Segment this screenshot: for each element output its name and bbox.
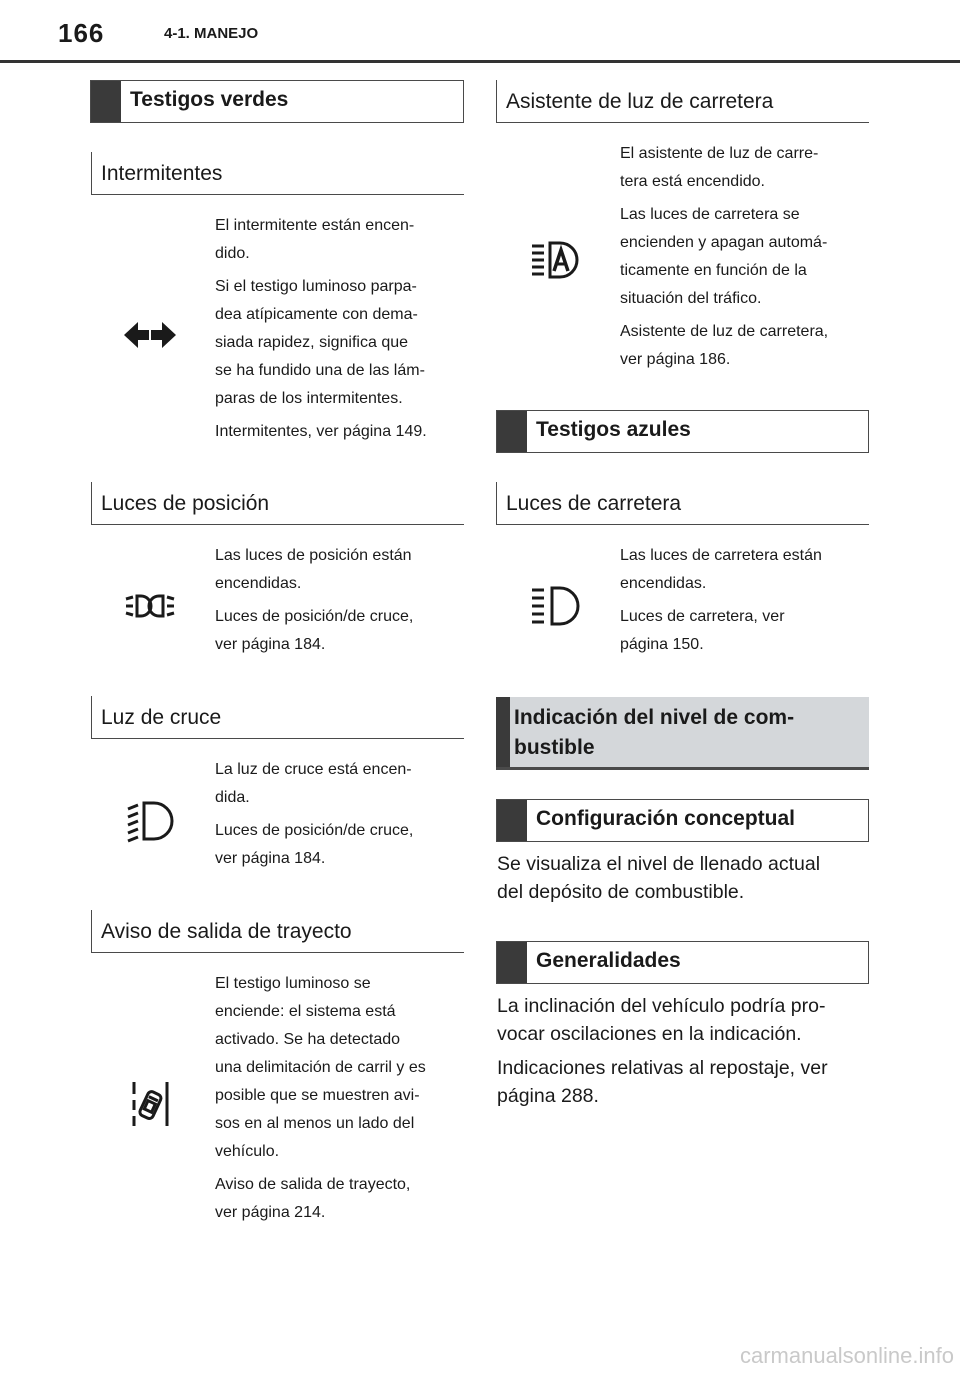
high-beam-icon — [530, 584, 582, 628]
heading-bar — [497, 411, 527, 452]
heading-text: Testigos verdes — [130, 88, 289, 111]
high-beam-assist-description: El asistente de luz de carre- tera está encendido. Las luces de carretera se encienden y apagan automá- ticamente en función de la situación del tráfico. Asistente de luz de carretera, ver página 186. — [620, 145, 829, 368]
heading-fuel-level — [496, 697, 869, 770]
section-turn-signals-heading — [91, 152, 464, 195]
heading-bar — [496, 697, 510, 767]
heading-green-indicators — [90, 80, 464, 123]
section-lane-departure-heading — [91, 910, 464, 953]
section-title: Luz de cruce — [101, 706, 222, 729]
header-divider — [0, 60, 960, 63]
watermark: carmanualsonline.info — [739, 1343, 954, 1368]
section-title: Luces de posición — [101, 492, 270, 515]
low-beam-icon — [126, 799, 176, 843]
chapter-title: 4-1. MANEJO — [164, 25, 259, 42]
lane-departure-description: El testigo luminoso se enciende: el sistema está activado. Se ha detectado una delimitación de carril y es posible que se muestren avi- sos en al menos un lado del vehículo. Aviso de salida de trayecto, ver página 214. — [215, 975, 426, 1221]
heading-bar — [497, 800, 527, 841]
section-title: Asistente de luz de carretera — [506, 90, 774, 113]
section-high-beam-heading — [496, 482, 869, 525]
section-low-beam-heading — [91, 696, 464, 739]
turn-signal-arrows-icon — [124, 318, 176, 352]
heading-bar — [91, 81, 121, 122]
heading-text: Configuración conceptual — [536, 807, 796, 830]
heading-bar — [497, 942, 527, 983]
low-beam-description: La luz de cruce está encen- dida. Luces de posición/de cruce, ver página 184. — [215, 761, 414, 867]
heading-text: Indicación del nivel de com- bustible — [514, 706, 795, 759]
heading-general — [496, 941, 869, 984]
page-number: 166 — [58, 18, 105, 48]
heading-concept-configuration — [496, 799, 869, 842]
section-position-lights-heading — [91, 482, 464, 525]
high-beam-description: Las luces de carretera están encendidas. Luces de carretera, ver página 150. — [620, 547, 822, 653]
position-lights-description: Las luces de posición están encendidas. Luces de posición/de cruce, ver página 184. — [215, 547, 414, 653]
heading-blue-indicators — [496, 410, 869, 453]
heading-text: Generalidades — [536, 949, 681, 972]
section-title: Aviso de salida de trayecto — [101, 920, 352, 943]
section-title: Luces de carretera — [506, 492, 682, 515]
heading-text: Testigos azules — [536, 418, 691, 441]
lane-departure-icon — [130, 1080, 172, 1128]
high-beam-assist-icon — [530, 240, 582, 282]
section-high-beam-assist-heading — [496, 80, 869, 123]
concept-text: Se visualiza el nivel de llenado actual del depósito de combustible. — [497, 853, 821, 903]
position-lights-icon — [124, 591, 176, 621]
turn-signals-description: El intermitente están encen- dido. Si el testigo luminoso parpa- dea atípicamente con dema- siada rapidez, significa que se ha fundido una de las lám- paras de los intermitentes. Intermitentes, ver página 149. — [215, 217, 427, 440]
general-text: La inclinación del vehículo podría pro- vocar oscilaciones en la indicación. Indicaciones relativas al repostaje, ver página 288. — [497, 995, 828, 1107]
section-title: Intermitentes — [101, 162, 223, 185]
